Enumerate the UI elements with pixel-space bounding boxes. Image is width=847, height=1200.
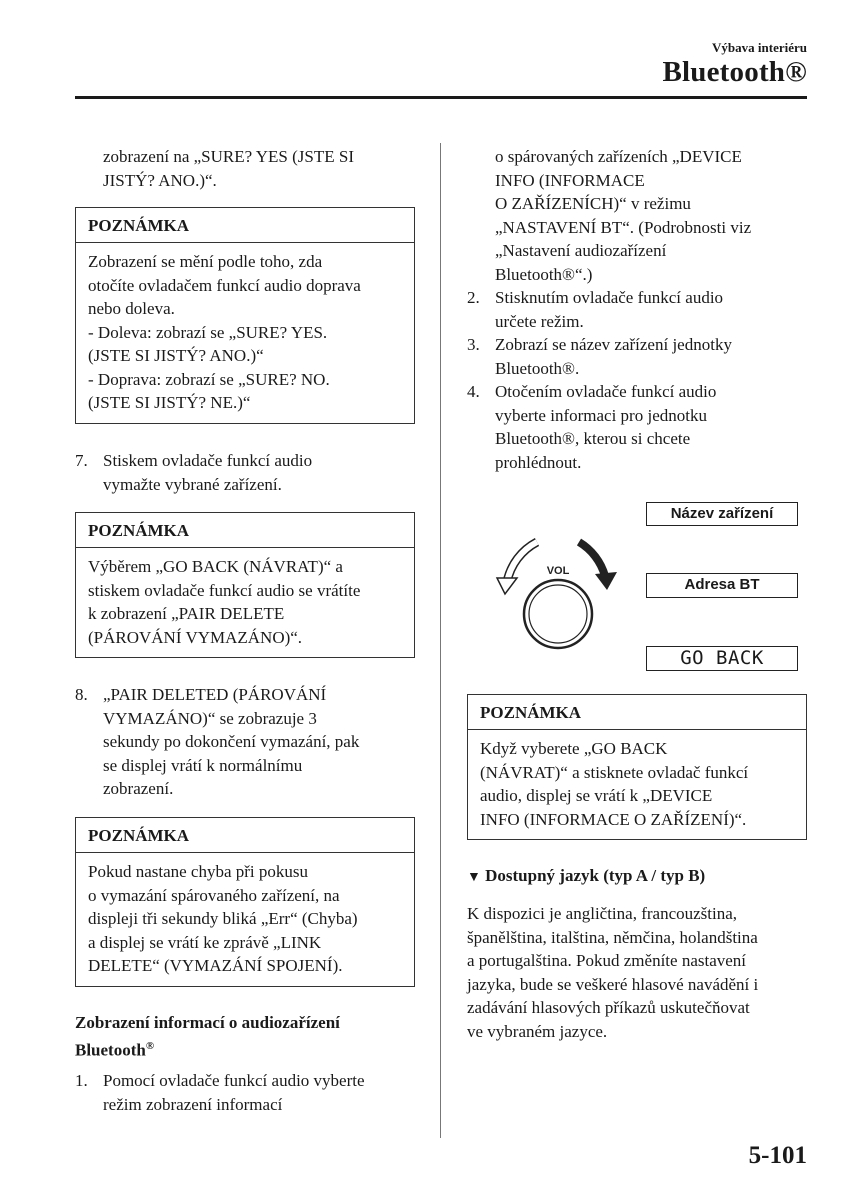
step-line: zobrazení. <box>103 779 174 798</box>
column-divider <box>440 143 441 1138</box>
text-line: Bluetooth®“.) <box>495 264 593 284</box>
step-text <box>103 683 359 801</box>
note-line: Pokud nastane chyba při pokusu <box>88 862 309 881</box>
step-number: 7. <box>75 451 88 470</box>
language-text <box>467 902 812 1043</box>
note-line: (JSTE SI JISTÝ? NE.)“ <box>88 393 251 412</box>
step-line: sekundy po dokončení vymazání, pak <box>103 732 360 751</box>
text-line: ve vybraném jazyce. <box>467 1021 608 1041</box>
note-box <box>75 817 415 987</box>
note-heading: POZNÁMKA <box>76 513 414 548</box>
note-line: Zobrazení se mění podle toho, zda <box>88 252 323 271</box>
note-line: stiskem ovladače funkcí audio se vrátíte <box>88 580 361 600</box>
text-line: „NASTAVENÍ BT“. (Podrobnosti viz <box>495 217 752 237</box>
note-body <box>76 548 414 657</box>
step-line: Pomocí ovladače funkcí audio vyberte <box>103 1071 365 1090</box>
step-line: určete režim. <box>495 311 584 331</box>
note-line: o vymazání spárovaného zařízení, na <box>88 885 340 905</box>
note-box <box>75 207 415 424</box>
text-line: jazyka, bude se veškeré hlasové navádění i <box>467 974 759 994</box>
list-item <box>75 683 420 801</box>
list-item <box>467 333 812 380</box>
note-line: (NÁVRAT)“ a stisknete ovladač funkcí <box>480 762 749 782</box>
step-line: Zobrazí se název zařízení jednotky <box>495 335 732 354</box>
note-line: Výběrem „GO BACK (NÁVRAT)“ a <box>88 557 343 576</box>
text-line: „Nastavení audiozařízení <box>495 241 667 260</box>
step-line: Bluetooth®, kterou si chcete <box>495 429 691 448</box>
note-body <box>76 853 414 986</box>
language-heading-text: Dostupný jazyk (typ A / typ B) <box>485 866 706 885</box>
subheading-line: Zobrazení informací o audiozařízení <box>75 1013 340 1032</box>
display-box-bt-address: Adresa BT <box>646 573 798 598</box>
page-title: Bluetooth® <box>662 56 807 88</box>
note-heading: POZNÁMKA <box>468 695 806 730</box>
step-line: prohlédnout. <box>495 452 582 472</box>
text-line: O ZAŘÍZENÍCH)“ v režimu <box>495 194 691 213</box>
step-number: 3. <box>467 335 480 354</box>
step-text <box>103 1069 365 1116</box>
intro-text <box>103 145 423 192</box>
note-line: otočíte ovladačem funkcí audio doprava <box>88 275 361 295</box>
text-line: o spárovaných zařízeních „DEVICE <box>495 147 742 166</box>
step-number: 2. <box>467 288 480 307</box>
step-number: 4. <box>467 382 480 401</box>
step-line: režim zobrazení informací <box>103 1094 283 1114</box>
list-item <box>75 449 420 496</box>
step-line: Otočením ovladače funkcí audio <box>495 382 717 401</box>
section-label: Výbava interiéru <box>712 40 807 55</box>
text-line: zadávání hlasových příkazů uskutečňovat <box>467 998 750 1017</box>
intro-line: JISTÝ? ANO.)“. <box>103 170 217 190</box>
step-line: vymažte vybrané zařízení. <box>103 474 282 494</box>
step-text <box>103 449 312 496</box>
continued-text <box>495 145 815 286</box>
step-list <box>75 1069 420 1116</box>
note-line: (PÁROVÁNÍ VYMAZÁNO)“. <box>88 627 303 647</box>
step-line: se displej vrátí k normálnímu <box>103 755 303 775</box>
display-box-device-name: Název zařízení <box>646 502 798 526</box>
text-line: španělština, italština, němčina, holandština <box>467 927 758 947</box>
note-line: k zobrazení „PAIR DELETE <box>88 604 285 623</box>
step-list <box>75 449 420 496</box>
subheading-line: Bluetooth® <box>75 1039 155 1060</box>
list-item <box>467 380 812 474</box>
step-line: Bluetooth®. <box>495 358 580 378</box>
subsection-heading <box>75 1011 420 1062</box>
display-box-go-back: GO BACK <box>646 646 798 671</box>
step-text <box>495 380 716 474</box>
note-line: - Doprava: zobrazí se „SURE? NO. <box>88 369 330 389</box>
text-line: INFO (INFORMACE <box>495 170 645 190</box>
note-box <box>467 694 807 840</box>
note-body <box>468 730 806 839</box>
step-text <box>495 333 732 380</box>
note-line: DELETE“ (VYMAZÁNÍ SPOJENÍ). <box>88 956 343 975</box>
text-line: a portugalština. Pokud změníte nastavení <box>467 951 747 970</box>
triangle-down-icon: ▼ <box>467 870 481 885</box>
note-line: (JSTE SI JISTÝ? ANO.)“ <box>88 346 264 365</box>
note-heading: POZNÁMKA <box>76 818 414 853</box>
note-line: - Doleva: zobrazí se „SURE? YES. <box>88 322 328 342</box>
step-line: „PAIR DELETED (PÁROVÁNÍ <box>103 685 327 704</box>
step-line: Stiskem ovladače funkcí audio <box>103 451 313 470</box>
page-number: 5-101 <box>748 1142 807 1169</box>
step-number: 8. <box>75 685 88 704</box>
step-line: vyberte informaci pro jednotku <box>495 405 707 425</box>
volume-knob-icon <box>495 530 625 665</box>
note-body <box>76 243 414 423</box>
note-box <box>75 512 415 658</box>
note-heading: POZNÁMKA <box>76 208 414 243</box>
note-line: displeji tři sekundy bliká „Err“ (Chyba) <box>88 909 358 928</box>
step-line: VYMAZÁNO)“ se zobrazuje 3 <box>103 708 317 728</box>
note-line: a displej se vrátí ke zprávě „LINK <box>88 932 322 952</box>
text-line: K dispozici je angličtina, francouzština, <box>467 904 738 923</box>
note-line: audio, displej se vrátí k „DEVICE <box>480 786 713 805</box>
step-list <box>75 683 420 801</box>
language-heading <box>467 864 812 890</box>
note-line: nebo doleva. <box>88 299 175 318</box>
list-item <box>467 286 812 333</box>
step-number: 1. <box>75 1071 88 1090</box>
registered-mark: ® <box>145 1039 155 1052</box>
step-list <box>467 286 812 474</box>
intro-line: zobrazení na „SURE? YES (JSTE SI <box>103 147 355 166</box>
note-line: INFO (INFORMACE O ZAŘÍZENÍ)“. <box>480 809 747 829</box>
note-line: Když vyberete „GO BACK <box>480 739 668 758</box>
step-line: Stisknutím ovladače funkcí audio <box>495 288 724 307</box>
header-divider <box>75 96 807 99</box>
step-text <box>495 286 723 333</box>
list-item <box>75 1069 420 1116</box>
knob-label: VOL <box>546 565 570 577</box>
